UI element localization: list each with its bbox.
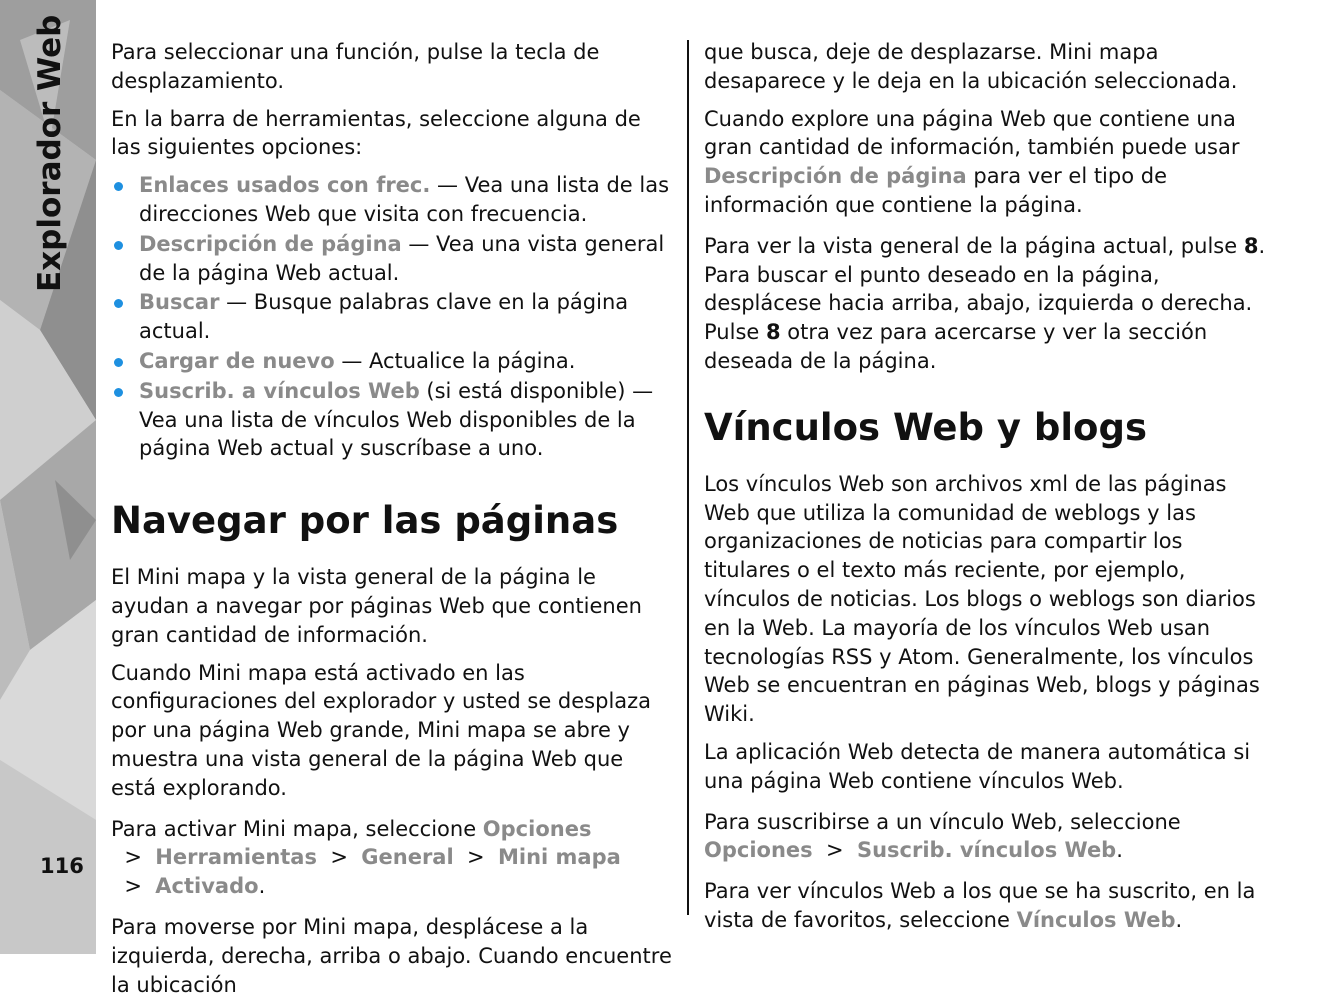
left-column (111, 38, 673, 1008)
text: Para activar Mini mapa, seleccione (111, 816, 483, 841)
separator: > (316, 845, 362, 870)
text: . (1116, 838, 1123, 863)
menu-path-item: Mini mapa (497, 845, 621, 870)
separator: > (111, 845, 156, 870)
list-item (111, 377, 673, 463)
list-item (111, 230, 673, 288)
list-item (111, 288, 673, 346)
menu-path-item: General (361, 845, 454, 870)
side-tab (0, 0, 96, 954)
paragraph: En la barra de herramientas, seleccione alguna de las siguientes opciones: (111, 106, 641, 160)
paragraph: Para seleccionar una función, pulse la tecla de desplazamiento. (111, 40, 600, 93)
paragraph: Cuando Mini mapa está activado en las configuraciones del explorador y usted se desplaza por una página Web grande, Mini mapa se abre y muestra una vista general de la página Web que está explorando. (111, 660, 652, 800)
separator: > (111, 874, 156, 899)
separator: > (812, 838, 857, 863)
paragraph: El Mini mapa y la vista general de la página le ayudan a navegar por páginas Web que contienen gran cantidad de información. (111, 565, 642, 647)
page-number: 116 (40, 854, 84, 878)
list-item-text: — Actualice la página. (334, 348, 576, 373)
column-divider (687, 40, 689, 915)
paragraph (704, 105, 1266, 220)
list-item (111, 171, 673, 229)
section-heading: Vínculos Web y blogs (704, 405, 1147, 449)
text: . Para buscar el punto deseado en la página, desplácese hacia arriba, abajo, izquierda o derecha. Pulse (704, 233, 1266, 345)
paragraph (704, 232, 1266, 376)
list-item-text: — Busque palabras clave en la página actual. (139, 290, 629, 344)
text: para ver el tipo de información que contiene la página. (704, 164, 1167, 217)
menu-term: Suscrib. a vínculos Web (139, 378, 420, 403)
list-item-text: — Vea una lista de las direcciones Web que visita con frecuencia. (139, 173, 670, 226)
bullet-icon (114, 388, 123, 397)
paragraph: que busca, deje de desplazarse. Mini mapa desaparece y le deja en la ubicación seleccionada. (704, 40, 1238, 93)
menu-term: Buscar (139, 290, 220, 315)
paragraph: La aplicación Web detecta de manera automática si una página Web contiene vínculos Web. (704, 739, 1251, 793)
list-item (111, 347, 673, 376)
toolbar-options-list (111, 171, 673, 463)
section-heading: Navegar por las páginas (111, 499, 619, 543)
paragraph (111, 815, 673, 901)
menu-term: Enlaces usados con frec. (139, 173, 431, 198)
menu-term: Descripción de página (139, 231, 402, 256)
list-item-text: — Vea una vista general de la página Web actual. (139, 231, 665, 285)
paragraph (704, 808, 1266, 866)
bullet-icon (114, 241, 123, 250)
menu-term: Vínculos Web (1016, 907, 1176, 932)
menu-path-item: Suscrib. vínculos Web (856, 838, 1117, 863)
menu-path-item: Opciones (482, 816, 592, 841)
menu-path-item: Activado (155, 874, 259, 899)
bullet-icon (114, 182, 123, 191)
paragraph (704, 877, 1266, 935)
list-item-text: (si está disponible) — Vea una lista de vínculos Web disponibles de la página Web actual y suscríbase a uno. (139, 378, 654, 461)
bullet-icon (114, 299, 123, 308)
right-column (704, 38, 1266, 944)
menu-term: Descripción de página (704, 164, 967, 189)
text: . (1175, 907, 1183, 932)
bullet-icon (114, 358, 123, 367)
text: Para ver vínculos Web a los que se ha suscrito, en la vista de favoritos, seleccione (704, 879, 1256, 932)
key-label: 8 (1243, 233, 1259, 258)
separator: > (453, 845, 498, 870)
menu-path-item: Herramientas (155, 845, 317, 870)
paragraph: Para moverse por Mini mapa, desplácese a la izquierda, derecha, arriba o abajo. Cuando encuentre la ubicación (111, 914, 672, 997)
paragraph: Los vínculos Web son archivos xml de las páginas Web que utiliza la comunidad de weblogs y las organizaciones de noticias para compartir los titulares o el texto más reciente, por ejemplo, vínculos de noticias. Los blogs o weblogs son diarios en la Web. La mayoría de los vínculos Web usan tecnologías RSS y Atom. Generalmente, los vínculos Web se encuentran en páginas Web, blogs y páginas Wiki. (704, 471, 1260, 727)
section-title: Explorador Web (32, 14, 68, 292)
text: . (258, 874, 266, 899)
text: Cuando explore una página Web que contiene una gran cantidad de información, también puede usar (704, 106, 1240, 160)
text: otra vez para acercarse y ver la sección deseada de la página. (704, 320, 1208, 373)
key-label: 8 (765, 320, 781, 345)
text: Para ver la vista general de la página actual, pulse (704, 233, 1244, 258)
menu-path-item: Opciones (704, 838, 813, 863)
menu-term: Cargar de nuevo (139, 348, 335, 373)
text: Para suscribirse a un vínculo Web, seleccione (704, 809, 1181, 834)
